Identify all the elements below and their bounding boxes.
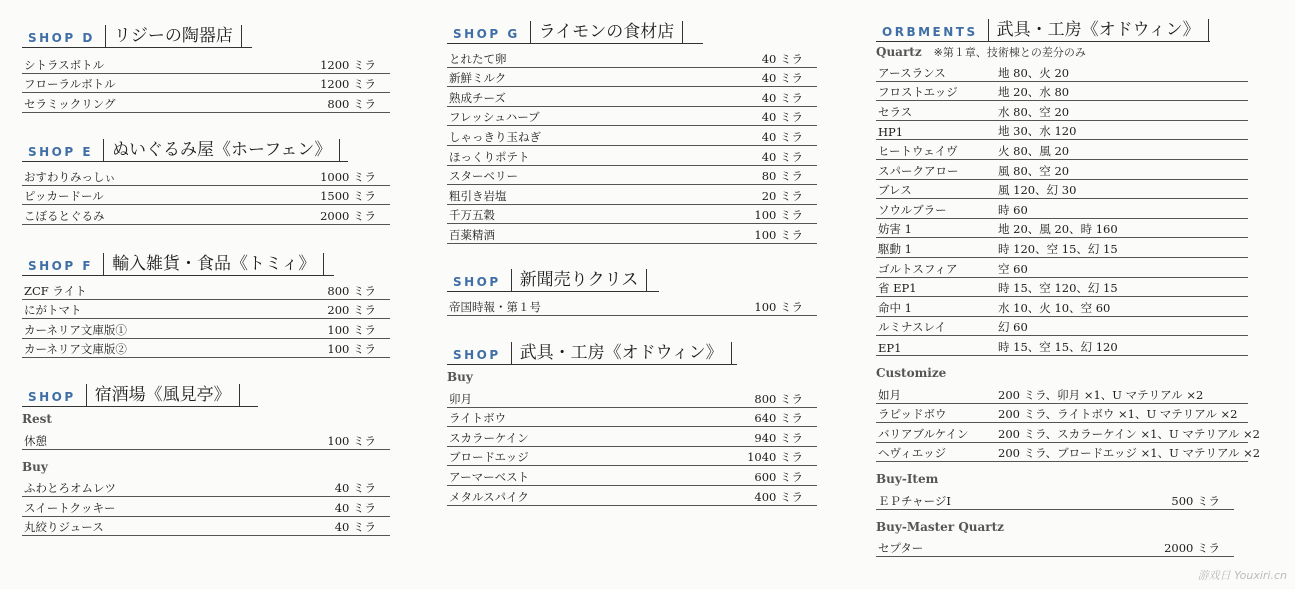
list-item: セプター 2000 ミラ — [876, 538, 1234, 558]
list-item: フロストエッジ 地 20、水 80 — [876, 82, 1248, 102]
list-item: フローラルボトル 1200 ミラ — [22, 74, 390, 94]
shop-header — [22, 383, 258, 407]
list-item: HP1 地 30、水 120 — [876, 121, 1248, 141]
list-item: 丸絞りジュース 40 ミラ — [22, 517, 390, 537]
list-item: スターベリー 80 ミラ — [447, 166, 817, 186]
orbments-shop — [876, 18, 1261, 557]
list-item: ブロードエッジ 1040 ミラ — [447, 447, 817, 467]
list-item: アースランス 地 80、火 20 — [876, 62, 1248, 82]
list-item: とれたて卵 40 ミラ — [447, 48, 817, 68]
group-label-buy-master: Buy-Master Quartz — [876, 519, 1004, 534]
shop-tag: SHOP E — [28, 145, 94, 159]
shop-title: 武具・工房《オドウィン》 — [996, 20, 1200, 40]
list-item: ふわとろオムレツ 40 ミラ — [22, 478, 390, 498]
shop-title: 輸入雑貨・食品《トミィ》 — [112, 254, 316, 274]
list-item: ルミナスレイ 幻 60 — [876, 317, 1248, 337]
list-item: セラス 水 80、空 20 — [876, 101, 1248, 121]
list-item: ヒートウェイヴ 火 80、風 20 — [876, 140, 1248, 160]
shop-title: ライモンの食材店 — [538, 22, 675, 42]
list-item: 熟成チーズ 40 ミラ — [447, 87, 817, 107]
shop-tag: SHOP — [453, 275, 501, 289]
list-item: ゴルトスフィア 空 60 — [876, 258, 1248, 278]
list-item: EP1 時 15、空 15、幻 120 — [876, 336, 1248, 356]
list-item: ブレス 風 120、幻 30 — [876, 180, 1248, 200]
list-item: フレッシュハーブ 40 ミラ — [447, 107, 817, 127]
list-item: 千万五穀 100 ミラ — [447, 205, 817, 225]
shop-tag: ORBMENTS — [882, 25, 978, 39]
list-item: カーネリア文庫版① 100 ミラ — [22, 319, 390, 339]
group-label: Rest — [22, 412, 52, 426]
shop-title: ぬいぐるみ屋《ホーフェン》 — [112, 140, 332, 160]
list-item: 妨害 1 地 20、風 20、時 160 — [876, 219, 1248, 239]
list-item: こぼるとぐるみ 2000 ミラ — [22, 205, 390, 225]
shop-header — [22, 138, 348, 162]
group-label-customize: Customize — [876, 365, 947, 380]
shop-title: 武具・工房《オドウィン》 — [519, 343, 723, 363]
list-item: ヘヴィエッジ 200 ミラ、ブロードエッジ ×1、U マテリアル ×2 — [876, 443, 1248, 463]
list-item: 省 EP1 時 15、空 120、幻 15 — [876, 278, 1248, 298]
shop-g — [447, 20, 817, 244]
list-item: ほっくりポテト 40 ミラ — [447, 146, 817, 166]
shop-tag: SHOP F — [28, 259, 94, 273]
item-list — [447, 296, 817, 316]
list-item: ＥＰチャージⅠ 500 ミラ — [876, 490, 1234, 510]
item-list — [22, 54, 390, 113]
item-list — [447, 48, 817, 244]
watermark: 游戏日 Youxiri.cn — [1197, 569, 1287, 582]
group-label-buy-item: Buy-Item — [876, 472, 939, 487]
shop-header — [876, 18, 1210, 42]
list-item: 駆動 1 時 120、空 15、幻 15 — [876, 238, 1248, 258]
list-item: シトラスボトル 1200 ミラ — [22, 54, 390, 74]
list-item: ZCF ライト 800 ミラ — [22, 280, 390, 300]
shop-tag: SHOP D — [28, 31, 95, 45]
quartz-note: ※第１章、技術棟との差分のみ — [933, 46, 1086, 59]
list-item: スパークアロー 風 80、空 20 — [876, 160, 1248, 180]
shop-title: 新聞売りクリス — [519, 270, 639, 290]
shop-f — [22, 252, 390, 358]
shop-header — [447, 341, 737, 365]
list-item: バリアブルケイン 200 ミラ、スカラーケイン ×1、U マテリアル ×2 — [876, 423, 1248, 443]
list-item: ピッカードール 1500 ミラ — [22, 186, 390, 206]
list-item: 百薬精酒 100 ミラ — [447, 224, 817, 244]
list-item: スカラーケイン 940 ミラ — [447, 427, 817, 447]
list-item: カーネリア文庫版② 100 ミラ — [22, 339, 390, 359]
shop-header — [22, 252, 334, 276]
list-item: 新鮮ミルク 40 ミラ — [447, 68, 817, 88]
group-label-quartz: Quartz ※第１章、技術棟との差分のみ — [876, 45, 1086, 59]
shop-inn — [22, 383, 390, 536]
shop-header — [447, 20, 703, 44]
shop-e — [22, 138, 390, 225]
shop-header — [22, 24, 252, 48]
shop-tag: SHOP — [28, 390, 76, 404]
customize-list — [876, 384, 1261, 462]
quartz-list — [876, 62, 1248, 356]
list-item: 休憩 100 ミラ — [22, 430, 390, 450]
list-item: にがトマト 200 ミラ — [22, 300, 390, 320]
shop-d — [22, 24, 390, 113]
item-list — [22, 280, 390, 358]
list-item: スイートクッキー 40 ミラ — [22, 497, 390, 517]
shop-title: 宿酒場《風見亭》 — [94, 385, 231, 405]
list-item: 卯月 800 ミラ — [447, 388, 817, 408]
list-item: ラピッドボウ 200 ミラ、ライトボウ ×1、U マテリアル ×2 — [876, 404, 1248, 424]
group-label: Buy — [447, 370, 473, 384]
shop-header — [447, 268, 659, 292]
shop-title: リジーの陶器店 — [113, 26, 233, 46]
shop-weapons — [447, 341, 817, 506]
list-item: メタルスパイク 400 ミラ — [447, 486, 817, 506]
list-item: セラミックリング 800 ミラ — [22, 93, 390, 113]
group-label: Buy — [22, 459, 48, 474]
shop-newspaper — [447, 268, 817, 316]
list-item: 粗引き岩塩 20 ミラ — [447, 185, 817, 205]
list-item: アーマーベスト 600 ミラ — [447, 466, 817, 486]
list-item: 帝国時報・第１号 100 ミラ — [447, 296, 817, 316]
list-item: 如月 200 ミラ、卯月 ×1、U マテリアル ×2 — [876, 384, 1248, 404]
list-item: しゃっきり玉ねぎ 40 ミラ — [447, 126, 817, 146]
list-item: おすわりみっしぃ 1000 ミラ — [22, 166, 390, 186]
list-item: 命中 1 水 10、火 10、空 60 — [876, 297, 1248, 317]
shop-tag: SHOP — [453, 348, 501, 362]
shop-tag: SHOP G — [453, 27, 520, 41]
list-item: ソウルブラー 時 60 — [876, 199, 1248, 219]
list-item: ライトボウ 640 ミラ — [447, 408, 817, 428]
item-list — [22, 166, 390, 225]
